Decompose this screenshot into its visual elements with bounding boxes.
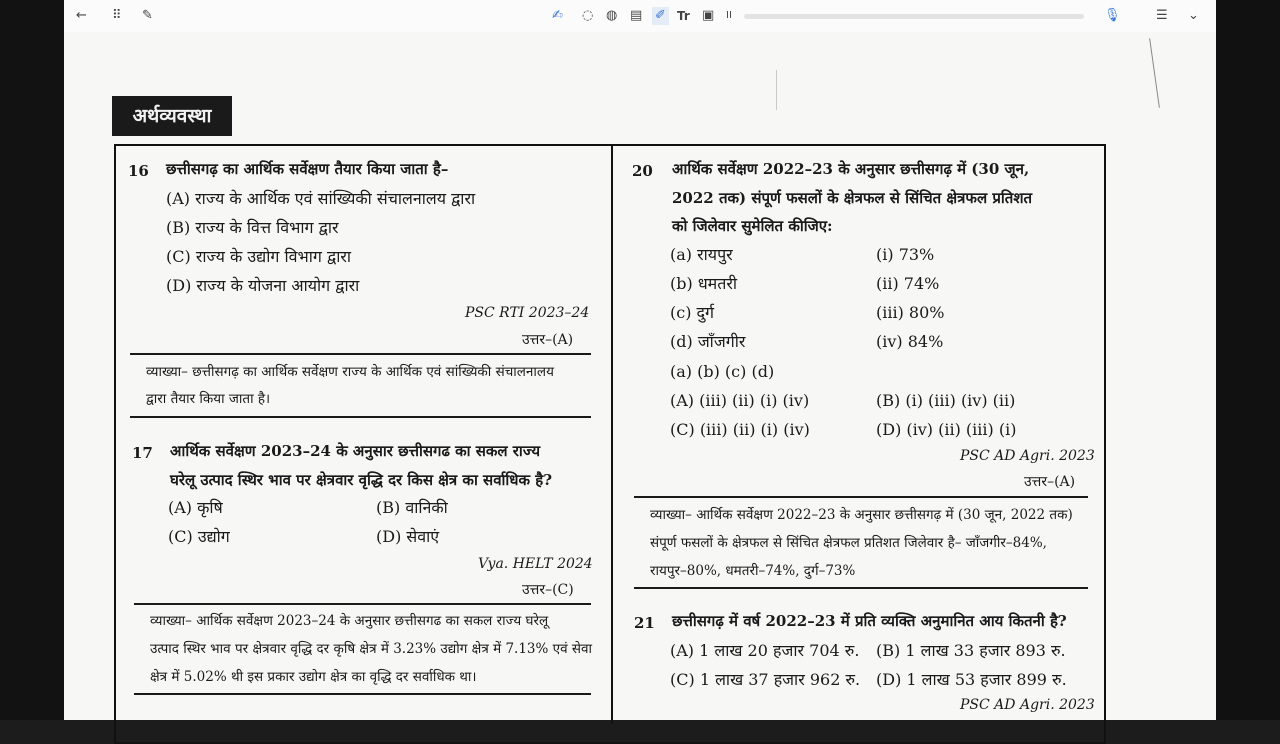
explanation-line: द्वारा तैयार किया जाता है।	[146, 391, 271, 407]
list-one-item: (a) रायपुर	[670, 245, 733, 264]
answer-label: उत्तर–(C)	[522, 582, 574, 598]
option-d: (D) सेवाएं	[376, 527, 440, 546]
list-one-item: (d) जाँजगीर	[670, 332, 746, 351]
question-source: PSC AD Agri. 2023	[960, 448, 1095, 464]
option-a: (A) राज्य के आर्थिक एवं सांख्यिकी संचालनालय द्वारा	[166, 189, 476, 208]
microphone-icon[interactable]: 🎙	[1104, 8, 1121, 23]
question-20-text: को जिलेवार सुमेलित कीजिए:	[672, 217, 833, 235]
explanation-line: व्याख्या– आर्थिक सर्वेक्षण 2022–23 के अनुसार छत्तीसगढ़ में (30 जून, 2022 तक)	[650, 507, 1073, 523]
explanation-line: क्षेत्र में 5.02% थी इस प्रकार उद्योग क्षेत्र का वृद्धि दर सर्वाधिक था।	[150, 669, 477, 685]
code-header: (a) (b) (c) (d)	[670, 362, 775, 381]
rule-line	[634, 496, 1088, 498]
image-icon[interactable]: ▣	[702, 8, 715, 23]
option-a: (A) (iii) (ii) (i) (iv)	[670, 391, 810, 410]
comment-icon[interactable]: ◌	[582, 8, 594, 23]
right-dark-margin	[1216, 0, 1280, 720]
question-source: PSC AD Agri. 2023	[960, 697, 1095, 713]
question-source: PSC RTI 2023–24	[465, 305, 590, 321]
question-number: 20	[632, 162, 653, 180]
toolbar-blurred-area	[744, 14, 1084, 19]
column-divider	[611, 144, 613, 724]
rule-line	[130, 353, 591, 355]
explanation-line: उत्पाद स्थिर भाव पर क्षेत्रवार वृद्धि दर कृषि क्षेत्र में 3.23% उद्योग क्षेत्र में 7.13% एवं सेवा	[150, 641, 593, 657]
option-b: (B) राज्य के वित्त विभाग द्वार	[166, 218, 339, 237]
option-d: (D) राज्य के योजना आयोग द्वारा	[166, 276, 360, 295]
list-two-item: (ii) 74%	[876, 274, 940, 293]
option-b: (B) वानिकी	[376, 498, 448, 517]
question-17-text: आर्थिक सर्वेक्षण 2023–24 के अनुसार छत्तीसगढ का सकल राज्य	[170, 442, 541, 460]
marker-icon[interactable]: ✐	[652, 7, 669, 25]
option-b: (B) (i) (iii) (iv) (ii)	[876, 391, 1016, 410]
list-two-item: (iii) 80%	[876, 303, 945, 322]
answer-label: उत्तर–(A)	[522, 332, 574, 348]
note-icon[interactable]: ▤	[630, 8, 643, 23]
option-c: (C) 1 लाख 37 हजार 962 रु.	[670, 670, 861, 689]
option-c: (C) राज्य के उद्योग विभाग द्वारा	[166, 247, 352, 266]
question-source: Vya. HELT 2024	[478, 556, 593, 572]
list-two-item: (iv) 84%	[876, 332, 944, 351]
question-number: 17	[132, 444, 153, 462]
edit-icon[interactable]: ✎	[142, 8, 153, 23]
draw-pen-icon[interactable]: ✍	[552, 8, 563, 23]
option-a: (A) कृषि	[168, 498, 223, 517]
rule-line	[134, 603, 591, 605]
question-20-text: 2022 तक) संपूर्ण फसलों के क्षेत्रफल से सिंचित क्षेत्रफल प्रतिशत	[672, 189, 1033, 207]
highlight-icon[interactable]: ◍	[606, 8, 618, 23]
viewer-toolbar	[64, 0, 1216, 32]
page-crease-mark	[1149, 38, 1160, 107]
option-b: (B) 1 लाख 33 हजार 893 रु.	[876, 641, 1066, 660]
list-one-item: (b) धमतरी	[670, 274, 738, 293]
explanation-line: रायपुर–80%, धमतरी–74%, दुर्ग–73%	[650, 563, 856, 579]
option-d: (D) 1 लाख 53 हजार 899 रु.	[876, 670, 1067, 689]
question-17-text: घरेलू उत्पाद स्थिर भाव पर क्षेत्रवार वृद्धि दर किस क्षेत्र का सर्वाधिक है?	[170, 471, 553, 489]
back-arrow-icon[interactable]: ←	[76, 8, 87, 23]
option-a: (A) 1 लाख 20 हजार 704 रु.	[670, 641, 860, 660]
left-dark-margin	[0, 0, 64, 720]
chevron-down-icon[interactable]: ⌄	[1188, 8, 1199, 23]
explanation-line: व्याख्या– आर्थिक सर्वेक्षण 2023–24 के अनुसार छत्तीसगढ का सकल राज्य घरेलू	[150, 613, 549, 629]
explanation-line: संपूर्ण फसलों के क्षेत्रफल से सिंचित क्षेत्रफल प्रतिशत जिलेवार है– जाँजगीर–84%,	[650, 535, 1047, 551]
option-c: (C) (iii) (ii) (i) (iv)	[670, 420, 810, 439]
text-tool-icon[interactable]: Tr	[677, 9, 690, 23]
apps-grid-icon[interactable]: ⠿	[112, 8, 122, 23]
question-number: 16	[128, 162, 149, 180]
question-number: 21	[634, 614, 655, 632]
answer-label: उत्तर–(A)	[1024, 474, 1076, 490]
rule-line	[134, 693, 591, 695]
option-d: (D) (iv) (ii) (iii) (i)	[876, 420, 1017, 439]
rule-line	[634, 587, 1088, 589]
explanation-line: व्याख्या– छत्तीसगढ़ का आर्थिक सर्वेक्षण राज्य के आर्थिक एवं सांख्यिकी संचालनालय	[146, 364, 554, 380]
option-c: (C) उद्योग	[168, 527, 230, 546]
question-21-text: छत्तीसगढ़ में वर्ष 2022–23 में प्रति व्यक्ति अनुमानित आय कितनी है?	[672, 612, 1067, 630]
question-16-text: छत्तीसगढ़ का आर्थिक सर्वेक्षण तैयार किया जाता है–	[166, 160, 449, 178]
menu-icon[interactable]: ☰	[1156, 8, 1168, 23]
section-title: अर्थव्यवस्था	[112, 96, 232, 136]
list-one-item: (c) दुर्ग	[670, 303, 715, 322]
question-20-text: आर्थिक सर्वेक्षण 2022–23 के अनुसार छत्तीसगढ़ में (30 जून,	[672, 160, 1030, 178]
pause-icon[interactable]: II	[726, 10, 732, 21]
page-crease-mark	[776, 70, 777, 110]
rule-line	[130, 416, 591, 418]
list-two-item: (i) 73%	[876, 245, 935, 264]
